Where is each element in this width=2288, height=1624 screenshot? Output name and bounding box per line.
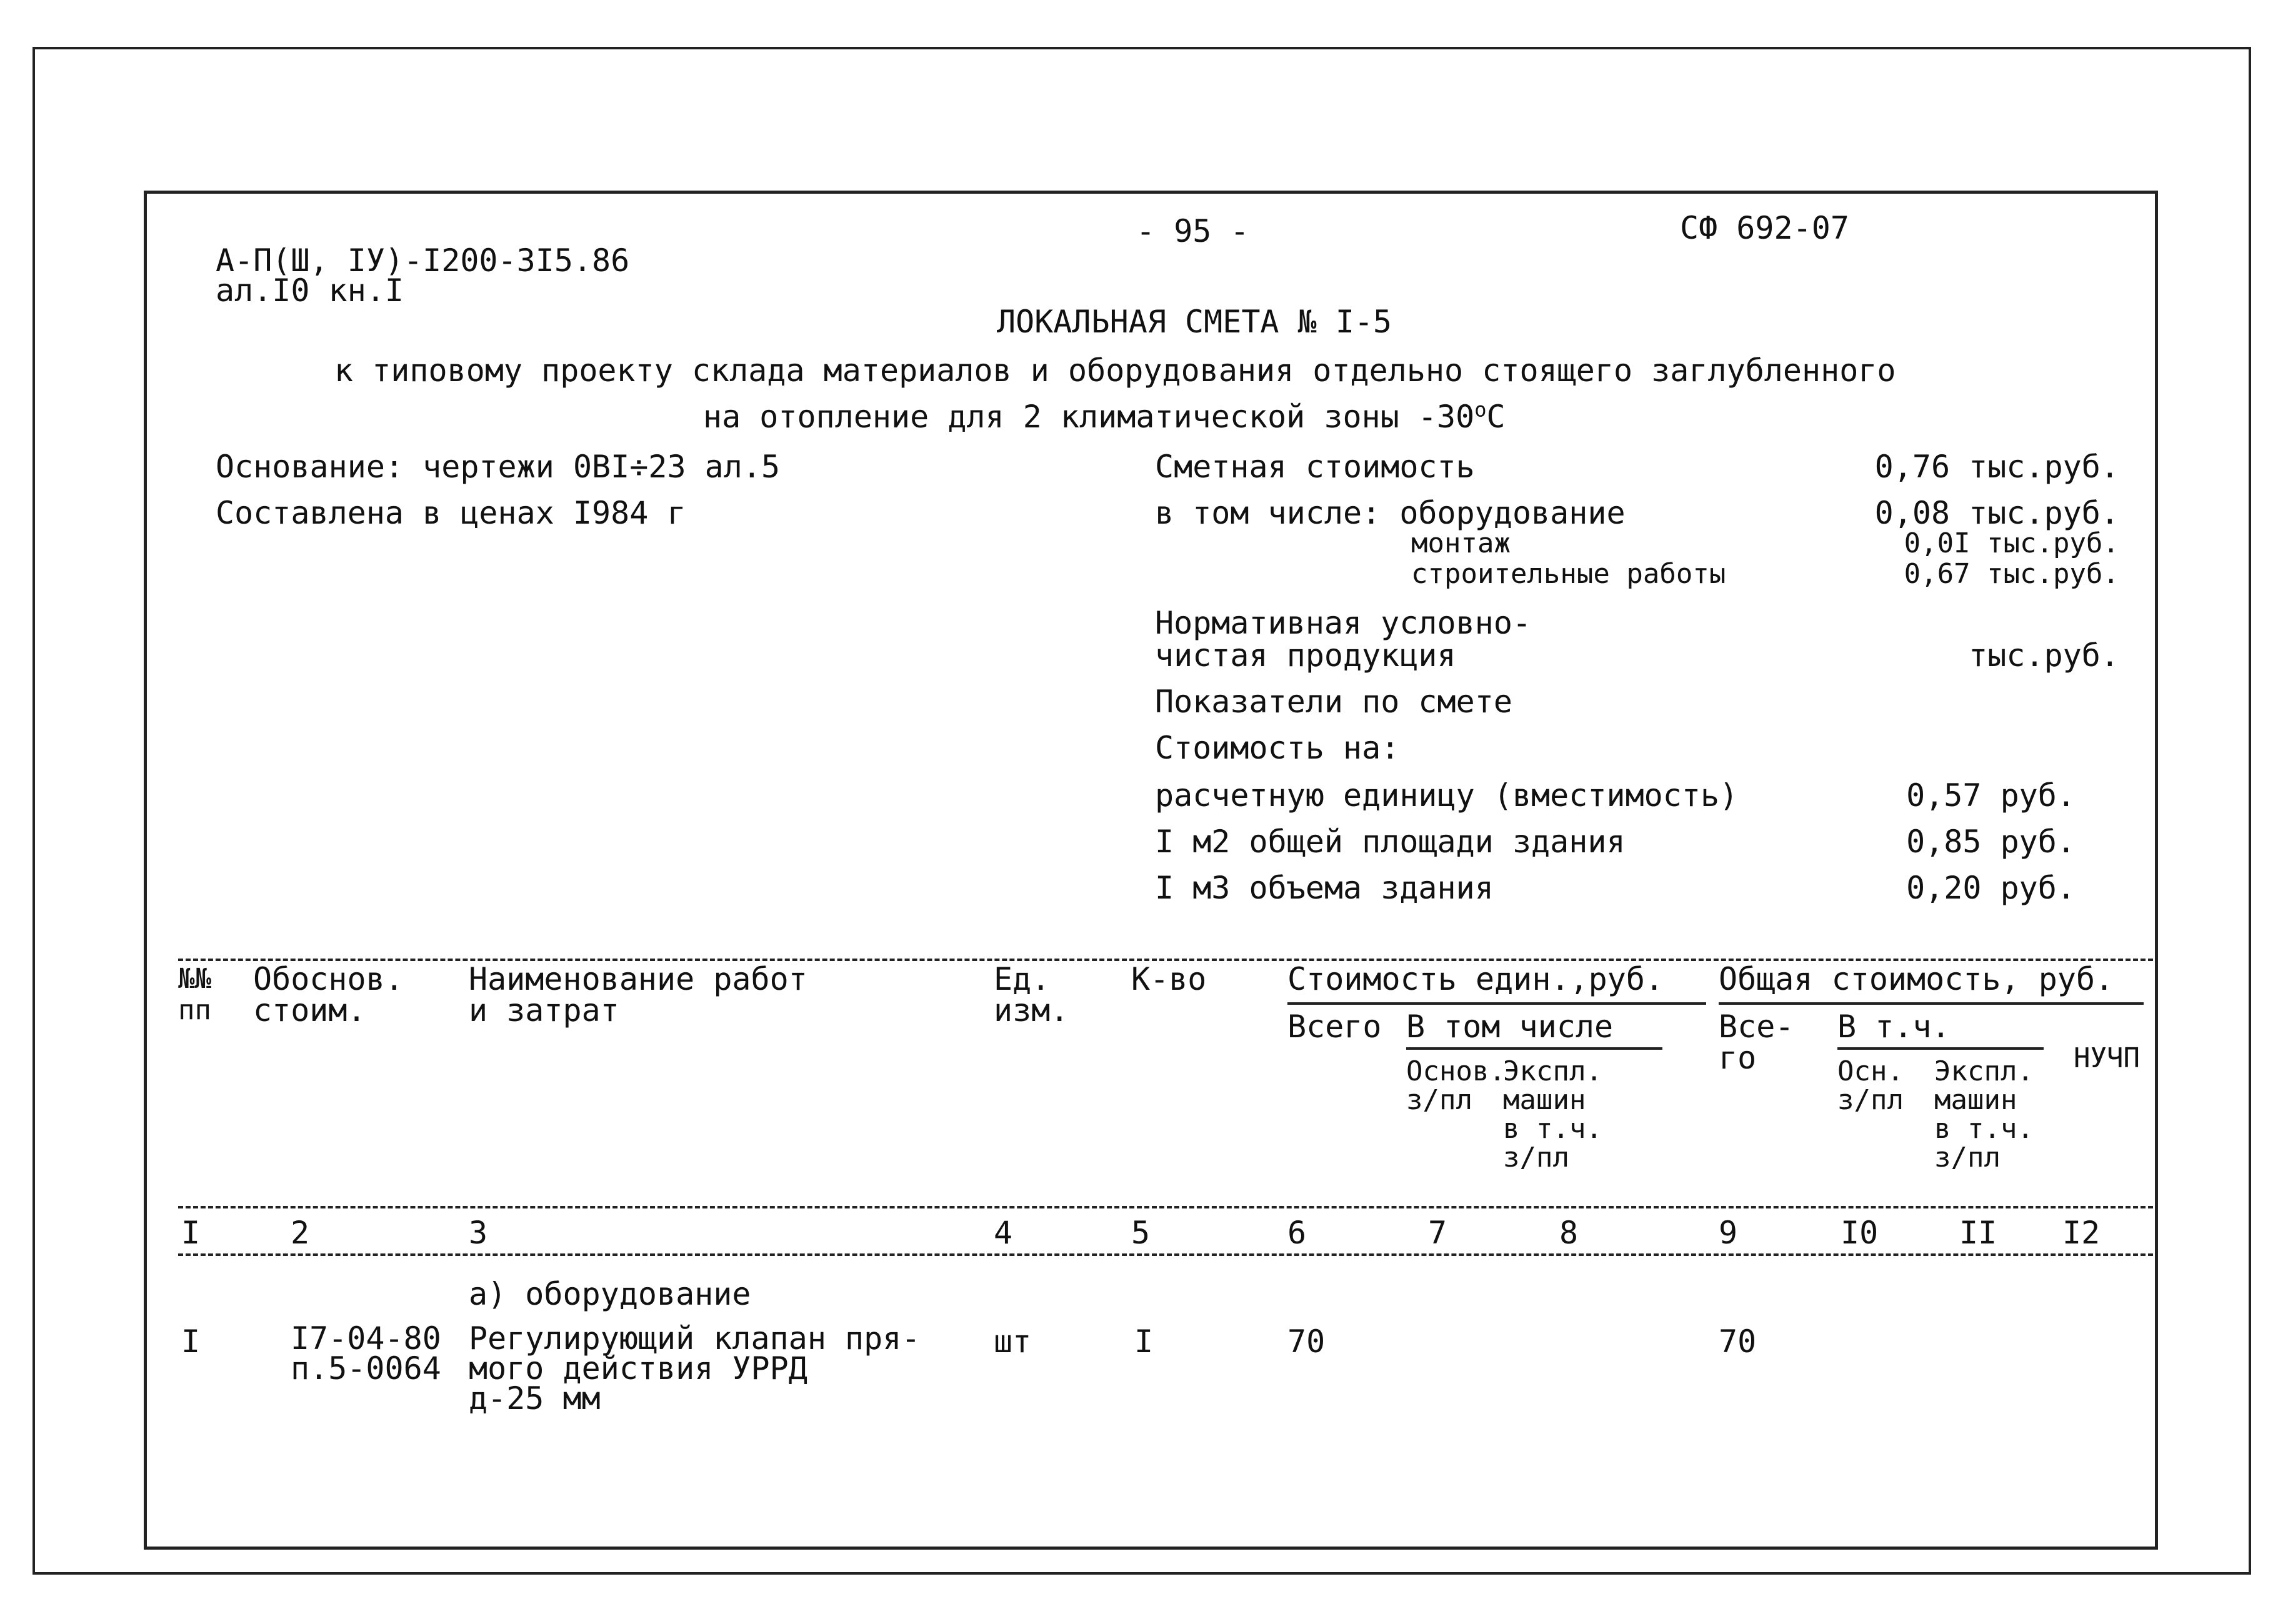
col-num-1: I xyxy=(181,1215,201,1251)
area-cost-label: I м2 общей площади здания xyxy=(1155,824,1626,860)
cost-value: 0,76 тыс.руб. xyxy=(1874,449,2119,485)
row-unit: шт xyxy=(994,1323,1032,1360)
cost-label: Сметная стоимость xyxy=(1155,449,1475,485)
cost-on-label: Стоимость на: xyxy=(1155,730,1400,766)
doc-code-line2: ал.I0 кн.I xyxy=(216,272,404,309)
incl2-underline xyxy=(1837,1047,2044,1050)
norm-label-2: чистая продукция xyxy=(1155,637,1456,674)
row-qty: I xyxy=(1134,1323,1154,1360)
unit-cost-underline xyxy=(1287,1002,1706,1005)
th-incl: В том числе xyxy=(1406,1009,1614,1045)
th-unit: Ед. изм. xyxy=(994,961,1069,1029)
th-expl: Экспл. машин в т.ч. з/пл xyxy=(1503,1055,1602,1173)
col-num-3: 3 xyxy=(469,1215,488,1251)
th-qty: К-во xyxy=(1131,961,1207,997)
th-unit-cost: Стоимость един.,руб. xyxy=(1287,961,1664,997)
th-all2: Все- го xyxy=(1719,1009,1794,1076)
unit-cost-value: 0,57 руб. xyxy=(1906,777,2076,814)
stroit-label: строительные работы xyxy=(1411,558,1726,590)
norm-value: тыс.руб. xyxy=(1969,637,2119,674)
indicators-label: Показатели по смете xyxy=(1155,684,1512,720)
sheet-code: СФ 692-07 xyxy=(1680,210,1849,246)
row-num: I xyxy=(181,1323,201,1360)
header-bottom-rule xyxy=(178,1206,2153,1208)
col-num-9: 9 xyxy=(1719,1215,1738,1251)
col-numbers-bottom-rule xyxy=(178,1253,2153,1256)
norm-label-1: Нормативная условно- xyxy=(1155,605,1532,641)
th-num: №№ пп xyxy=(178,963,211,1026)
th-osn-zpl: Основ. з/пл xyxy=(1406,1055,1506,1116)
doc-title: ЛОКАЛЬНАЯ СМЕТА № I-5 xyxy=(997,304,1392,340)
page-number: - 95 - xyxy=(1136,213,1249,249)
row-unit-cost: 70 xyxy=(1287,1323,1326,1360)
col-num-12: I2 xyxy=(2062,1215,2101,1251)
prices-text: Составлена в ценах I984 г xyxy=(216,495,686,531)
area-cost-value: 0,85 руб. xyxy=(1906,824,2076,860)
basis-text: Основание: чертежи 0ВI÷23 ал.5 xyxy=(216,449,781,485)
montazh-value: 0,0I тыс.руб. xyxy=(1904,527,2119,559)
incl-label: в том числе: оборудование xyxy=(1155,495,1626,531)
title-line2: на отопление для 2 климатической зоны $-30^оС$ xyxy=(703,397,1506,435)
th-nuchp: НУЧП xyxy=(2074,1042,2140,1074)
th-osn2: Осн. з/пл xyxy=(1837,1055,1904,1116)
col-num-8: 8 xyxy=(1559,1215,1579,1251)
incl-value: 0,08 тыс.руб. xyxy=(1874,495,2119,531)
total-cost-underline xyxy=(1719,1002,2144,1005)
title-line1: к типовому проекту склада материалов и оборудования отдельно стоящего заглубленного xyxy=(334,352,1896,389)
row-total: 70 xyxy=(1719,1323,1757,1360)
volume-cost-label: I м3 объема здания xyxy=(1155,870,1494,906)
th-all: Всего xyxy=(1287,1009,1382,1045)
row-basis: I7-04-80 п.5-0064 xyxy=(291,1320,441,1387)
unit-cost-label: расчетную единицу (вместимость) xyxy=(1155,777,1739,814)
section-title: а) оборудование xyxy=(469,1276,751,1312)
stroit-value: 0,67 тыс.руб. xyxy=(1904,558,2119,590)
th-basis: Обоснов. стоим. xyxy=(253,961,404,1029)
col-num-2: 2 xyxy=(291,1215,310,1251)
row-name: Регулирующий клапан пря- мого действия УРРД д-25 мм xyxy=(469,1320,921,1417)
col-num-5: 5 xyxy=(1131,1215,1151,1251)
montazh-label: монтаж xyxy=(1411,527,1511,559)
col-num-4: 4 xyxy=(994,1215,1013,1251)
th-total-cost: Общая стоимость, руб. xyxy=(1719,961,2114,997)
incl-underline xyxy=(1406,1047,1662,1050)
th-name: Наименование работ и затрат xyxy=(469,961,807,1029)
col-num-6: 6 xyxy=(1287,1215,1307,1251)
th-incl2: В т.ч. xyxy=(1837,1009,1951,1045)
doc-code-line1: А-П(Ш, IУ)-I200-3I5.86 xyxy=(216,242,630,279)
col-num-11: II xyxy=(1959,1215,1997,1251)
col-num-10: I0 xyxy=(1841,1215,1879,1251)
col-num-7: 7 xyxy=(1428,1215,1447,1251)
volume-cost-value: 0,20 руб. xyxy=(1906,870,2076,906)
th-expl2: Экспл. машин в т.ч. з/пл xyxy=(1934,1055,2034,1173)
